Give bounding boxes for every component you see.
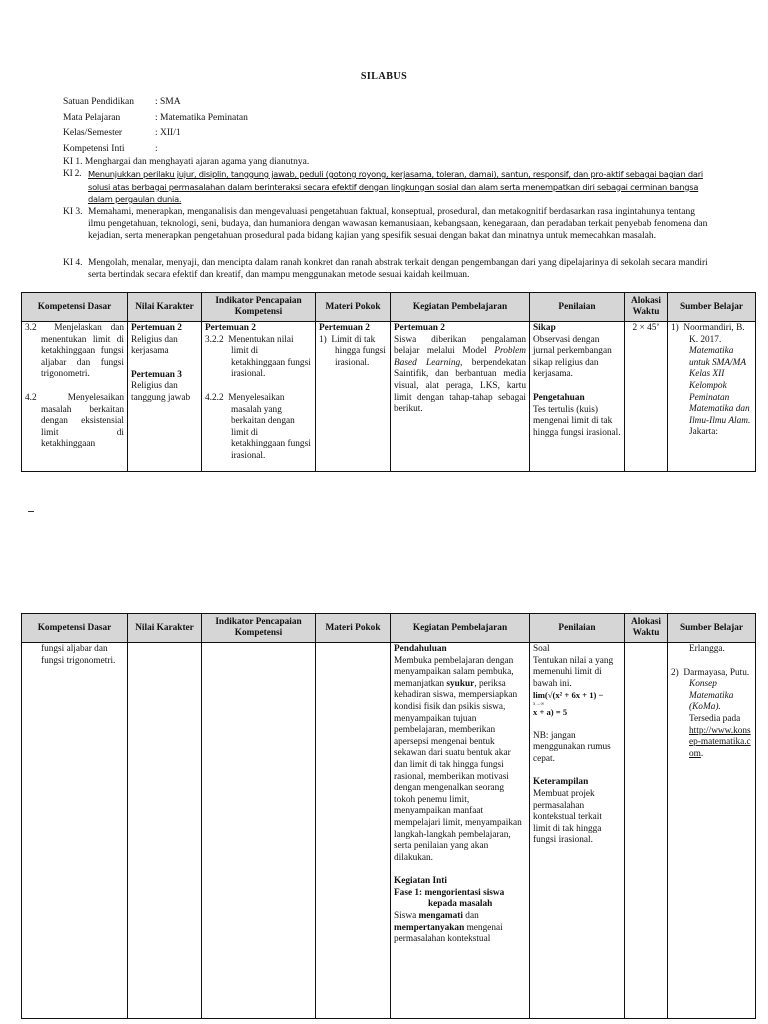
- ki-3: [63, 206, 708, 242]
- meta-kelas: [63, 127, 181, 139]
- ki-2: [63, 168, 708, 206]
- table-row: [22, 322, 756, 472]
- header-kompetensi-dasar: Kompetensi Dasar: [22, 614, 128, 643]
- cell-nilai-karakter: Pertemuan 2 Religius dan kerjasama Pertemuan 3 Religius dan tanggung jawab: [128, 322, 202, 472]
- kd-item: 4.2 Menyelesaikan masalah berkaitan dengan eksistensial limit di ketakhinggaan: [25, 392, 124, 450]
- header-penilaian: Penilaian: [530, 293, 625, 322]
- document-title: SILABUS: [360, 71, 408, 82]
- header-sumber-belajar: Sumber Belajar: [668, 614, 756, 643]
- meta-value: : SMA: [155, 97, 181, 107]
- cell-indikator: [202, 643, 316, 1019]
- limit-formula: lim(√(x² + 6x + 1) −: [533, 690, 604, 701]
- header-materi-pokok: Materi Pokok: [316, 614, 391, 643]
- syllabus-table-page1: [21, 292, 756, 472]
- header-materi-pokok: Materi Pokok: [316, 293, 391, 322]
- meta-label: Satuan Pendidikan: [63, 97, 134, 107]
- ki-1: [63, 156, 708, 168]
- meta-value: :: [155, 144, 158, 154]
- syllabus-table-page2: [21, 613, 756, 1019]
- meta-value: : XII/1: [155, 128, 181, 138]
- header-alokasi-waktu: Alokasi Waktu: [625, 614, 668, 643]
- cell-nilai-karakter: [128, 643, 202, 1019]
- cell-alokasi-waktu: [625, 643, 668, 1019]
- limit-formula-cont: x + a) = 5: [533, 706, 568, 717]
- kd-item: 3.2 Menjelaskan dan menentukan limit di ketakhinggaan fungsi aljabar dan fungsi trigonometri.: [25, 323, 125, 380]
- header-penilaian: Penilaian: [530, 614, 625, 643]
- meta-label: Kelas/Semester: [63, 128, 123, 138]
- indikator-item: 3.2.2 Menentukan nilai limit di ketakhinggaan fungsi irasional.: [205, 334, 311, 380]
- cell-penilaian: Soal Tentukan nilai a yang memenuhi limit di bawah ini. lim(√(x² + 6x + 1) − x→∞ x + a) = 5 NB: jangan menggunakan rumus cepat. Keterampilan Membuat projek permasalahan kontekstual terkait limit di tak hingga fungsi irasional.: [530, 643, 625, 1019]
- cell-penilaian: Sikap Observasi dengan jurnal perkembangan sikap religius dan kerjasama. Pengetahuan Tes tertulis (kuis) mengenai limit di tak hingga fungsi irasional.: [530, 322, 625, 472]
- cell-sumber-belajar: Erlangga. 2) Darmayasa, Putu. Konsep Matematika (KoMa). Tersedia pada http://www.konsep-matematika.com.: [668, 643, 756, 1019]
- header-indikator: Indikator Pencapaian Kompetensi: [202, 293, 316, 322]
- ki-number: KI 3.: [63, 207, 83, 217]
- header-kegiatan: Kegiatan Pembelajaran: [391, 614, 530, 643]
- cell-kegiatan: Pendahuluan Membuka pembelajaran dengan menyampaikan salam pembuka, memanjatkan syukur, periksa kehadiran siswa, mempersiapkan kondisi fisik dan psikis siswa, menyampaikan tujuan pembelajaran, memberikan apersepsi mengenai bentuk sekawan dari suatu bentuk akar dan limit di tak hingga fungsi rasional, memberikan motivasi dengan mengenalkan seorang tokoh penemu limit, menyampaikan manfaat mempelajari limit, menyampaikan langkah-langkah pembelajaran, serta penilaian yang akan dilakukan. Kegiatan Inti Fase 1: mengorientasi siswa kepada masalah Siswa mengamati dan mempertanyakan mengenai permasalahan kontekstual: [391, 643, 530, 1019]
- limit-subscript: x→∞: [533, 701, 545, 707]
- ki-text: Memahami, menerapkan, menganalisis dan mengevaluasi pengetahuan faktual, konseptual, prosedural, dan metakognitif berdasarkan rasa ingintahunya tentang ilmu pengetahuan, teknologi, seni, budaya, dan humaniora dengan wawasan kemanusiaan, kebangsaan, kenegaraan, dan peradaban terkait penyebab fenomena dan kejadian, serta menerapkan pengetahuan prosedural pada bidang kajian yang spesifik sesuai dengan bakat dan minatnya untuk memecahkan masalah.: [88, 207, 708, 241]
- header-nilai-karakter: Nilai Karakter: [128, 293, 202, 322]
- cell-indikator: Pertemuan 2 3.2.2 Menentukan nilai limit di ketakhinggaan fungsi irasional. 4.2.2 Menyelesaikan masalah yang berkaitan dengan limit di ketakhinggaan fungsi irasional.: [202, 322, 316, 472]
- header-alokasi-waktu: Alokasi Waktu: [625, 293, 668, 322]
- header-sumber-belajar: Sumber Belajar: [668, 293, 756, 322]
- cell-kompetensi-dasar: [22, 322, 128, 472]
- cell-materi-pokok: Pertemuan 2 1) Limit di tak hingga fungsi irasional.: [316, 322, 391, 472]
- ki-number: KI 4.: [63, 258, 83, 268]
- cell-alokasi-waktu: 2 × 45’: [625, 322, 668, 472]
- header-kegiatan: Kegiatan Pembelajaran: [391, 293, 530, 322]
- ki-number: KI 2.: [63, 169, 82, 179]
- indikator-item: 4.2.2 Menyelesaikan masalah yang berkaitan dengan limit di ketakhinggaan fungsi irasional.: [205, 392, 311, 461]
- ki-4: [63, 257, 708, 281]
- meta-label: Mata Pelajaran: [63, 113, 121, 123]
- cell-materi-pokok: [316, 643, 391, 1019]
- header-nilai-karakter: Nilai Karakter: [128, 614, 202, 643]
- cell-sumber-belajar: 1) Noormandiri, B. K. 2017. Matematika untuk SMA/MA Kelas XII Kelompok Peminatan Matematika dan Ilmu-Ilmu Alam. Jakarta:: [668, 322, 756, 472]
- header-kompetensi-dasar: Kompetensi Dasar: [22, 293, 128, 322]
- table-header-row: [22, 293, 756, 322]
- header-indikator: Indikator Pencapaian Kompetensi: [202, 614, 316, 643]
- table-row: [22, 643, 756, 1019]
- ki-text: Menunjukkan perilaku jujur, disiplin, tanggung jawab, peduli (gotong royong, kerjasama, toleran, damai), santun, responsif, dan pro-aktif sebagai bagian dari solusi atas berbagai permasalahan dalam berinteraksi secara efektif dengan lingkungan sosial dan alam serta menempatkan diri sebagai cerminan bangsa dalam pergaulan dunia.: [88, 169, 703, 204]
- meta-ki: [63, 143, 158, 155]
- meta-satuan: [63, 96, 181, 108]
- table-header-row: [22, 614, 756, 643]
- source-link[interactable]: http://www.konsep-matematika.com: [689, 725, 751, 759]
- page-break-mark: [28, 511, 34, 512]
- cell-kompetensi-dasar: fungsi aljabar dan fungsi trigonometri.: [22, 643, 128, 1019]
- meta-value: : Matematika Peminatan: [155, 113, 248, 123]
- ki-text: KI 1. Menghargai dan menghayati ajaran agama yang dianutnya.: [63, 157, 310, 167]
- meta-mapel: [63, 112, 248, 124]
- meta-label: Kompetensi Inti: [63, 144, 125, 154]
- ki-text: Mengolah, menalar, menyaji, dan mencipta dalam ranah konkret dan ranah abstrak terkait dengan pengembangan dari yang dipelajarinya di sekolah secara mandiri serta bertindak secara efektif dan kreatif, dan mampu menggunakan metode sesuai kaidah keilmuan.: [88, 258, 708, 280]
- cell-kegiatan: Pertemuan 2 Siswa diberikan pengalaman belajar melalui Model Problem Based Learning, berpendekatan Saintifik, dan berbantuan media visual, alat peraga, LKS, kartu limit dengan tahap-tahap sebagai berikut.: [391, 322, 530, 472]
